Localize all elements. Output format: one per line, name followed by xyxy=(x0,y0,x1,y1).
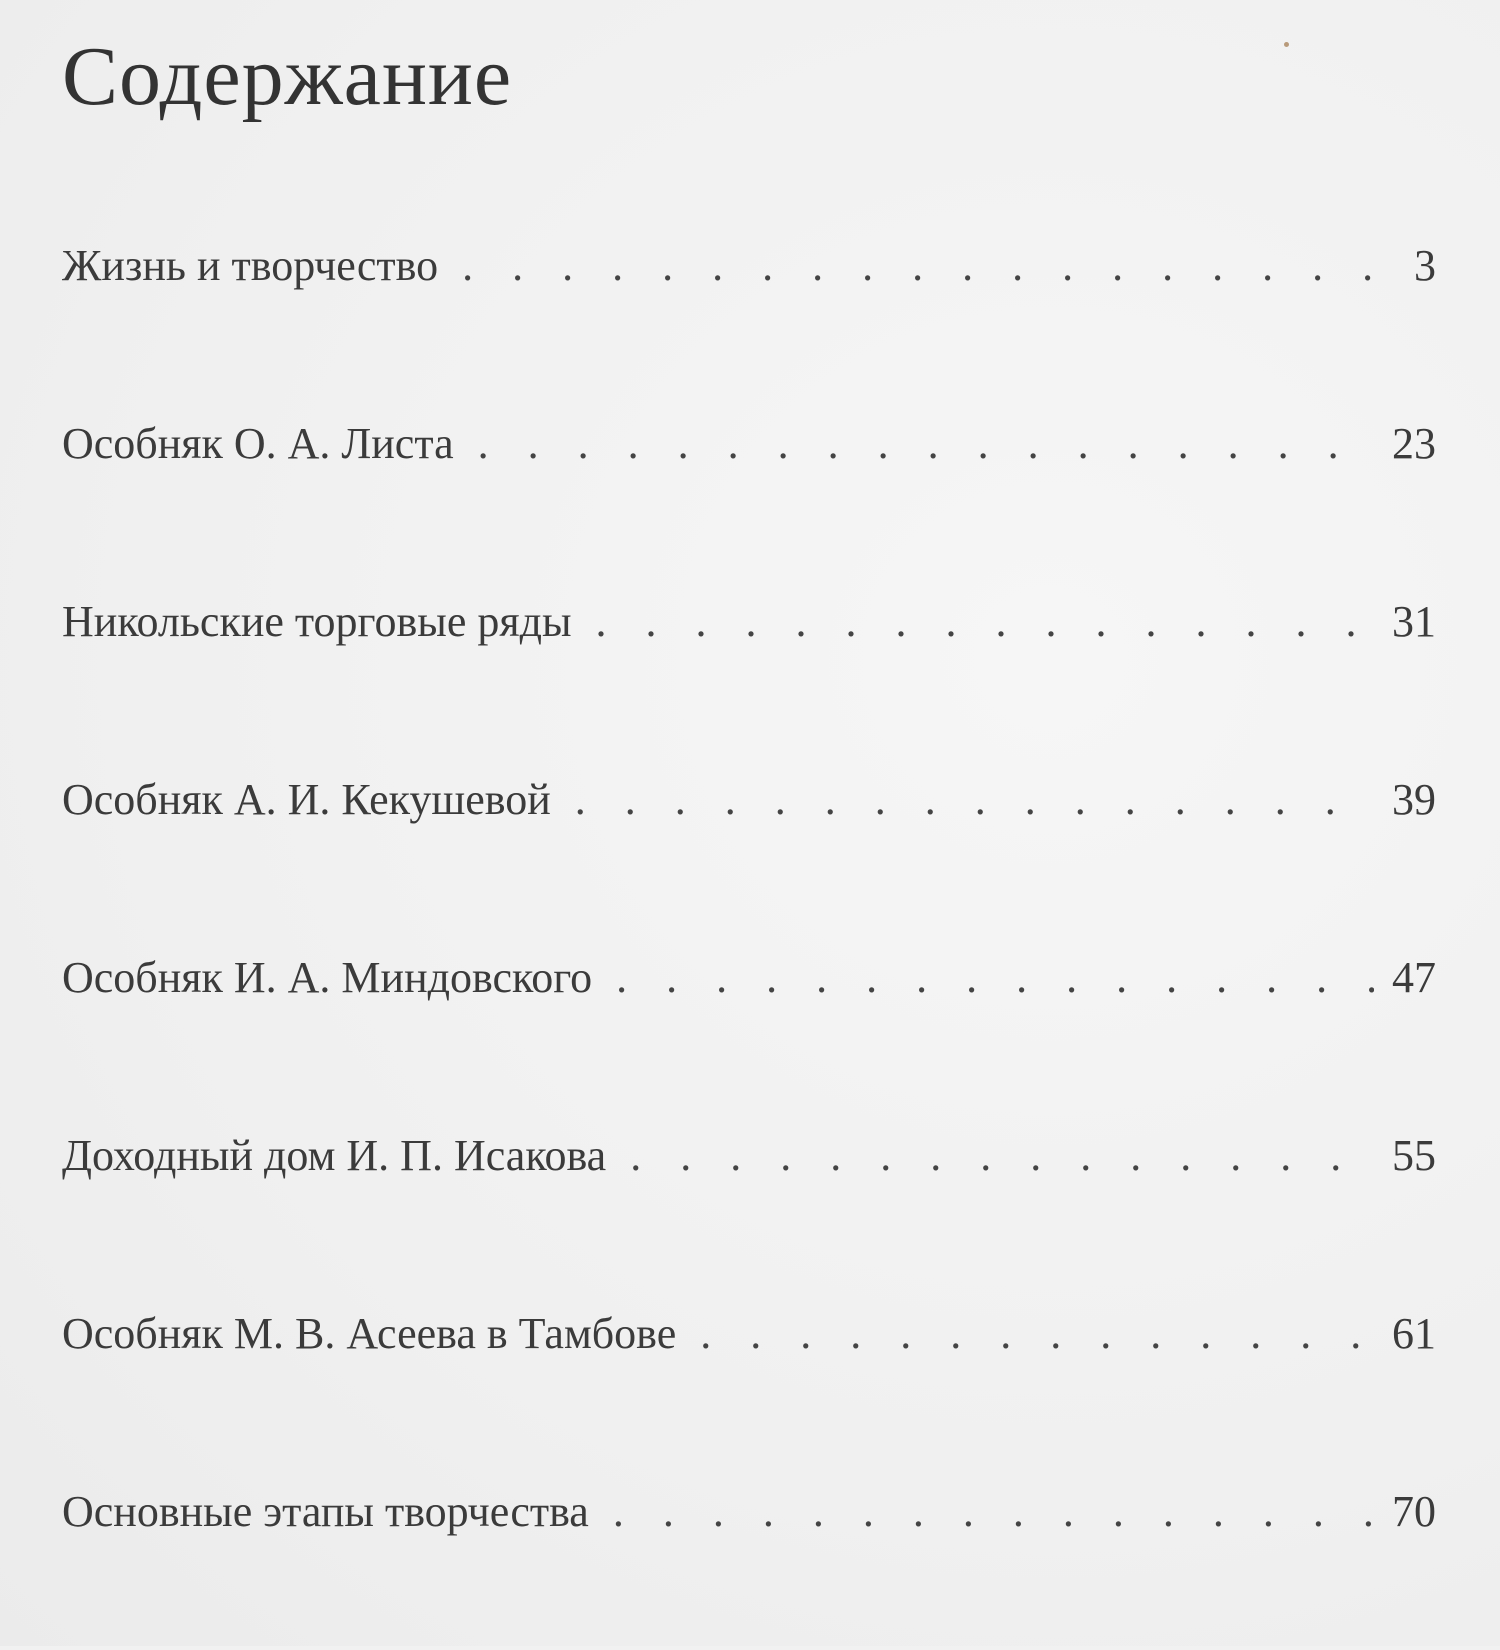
dot-leader xyxy=(630,1116,1374,1196)
toc-entry-title: Основные этапы творчества xyxy=(62,1487,589,1536)
toc-entry-page: 31 xyxy=(1392,597,1436,646)
dot-leader xyxy=(700,1294,1374,1374)
toc-entry-page: 3 xyxy=(1414,241,1436,290)
toc-entry xyxy=(62,760,1436,938)
toc-entry xyxy=(62,226,1436,404)
toc-entry-title: Жизнь и творчество xyxy=(62,241,439,290)
toc-entry-page: 39 xyxy=(1392,775,1436,824)
paper-speck xyxy=(1284,42,1289,47)
toc-entry xyxy=(62,404,1436,582)
toc-entry xyxy=(62,1294,1436,1472)
toc-entry-title: Особняк А. И. Кекушевой xyxy=(62,775,551,824)
toc-entry-page: 61 xyxy=(1392,1309,1436,1358)
dot-leader xyxy=(575,760,1374,840)
toc-entry-page: 55 xyxy=(1392,1131,1436,1180)
toc-entry-title: Особняк М. В. Асеева в Тамбове xyxy=(62,1309,677,1358)
toc-entry-title: Особняк О. А. Листа xyxy=(62,419,454,468)
toc-entry xyxy=(62,938,1436,1116)
toc-entry xyxy=(62,582,1436,760)
toc-entry-title: Никольские торговые ряды xyxy=(62,597,572,646)
page-title: Содержание xyxy=(62,30,513,123)
dot-leader xyxy=(478,404,1374,484)
toc-entry-title: Особняк И. А. Миндовского xyxy=(62,953,593,1002)
dot-leader xyxy=(462,226,1394,306)
dot-leader xyxy=(596,582,1374,662)
toc-entry xyxy=(62,1116,1436,1294)
table-of-contents xyxy=(62,226,1436,1650)
toc-entry-page: 23 xyxy=(1392,419,1436,468)
toc-entry-page: 47 xyxy=(1392,953,1436,1002)
dot-leader xyxy=(616,938,1374,1018)
toc-entry-page: 70 xyxy=(1392,1487,1436,1536)
dot-leader xyxy=(613,1472,1374,1552)
toc-entry xyxy=(62,1472,1436,1650)
toc-entry-title: Доходный дом И. П. Исакова xyxy=(62,1131,607,1180)
